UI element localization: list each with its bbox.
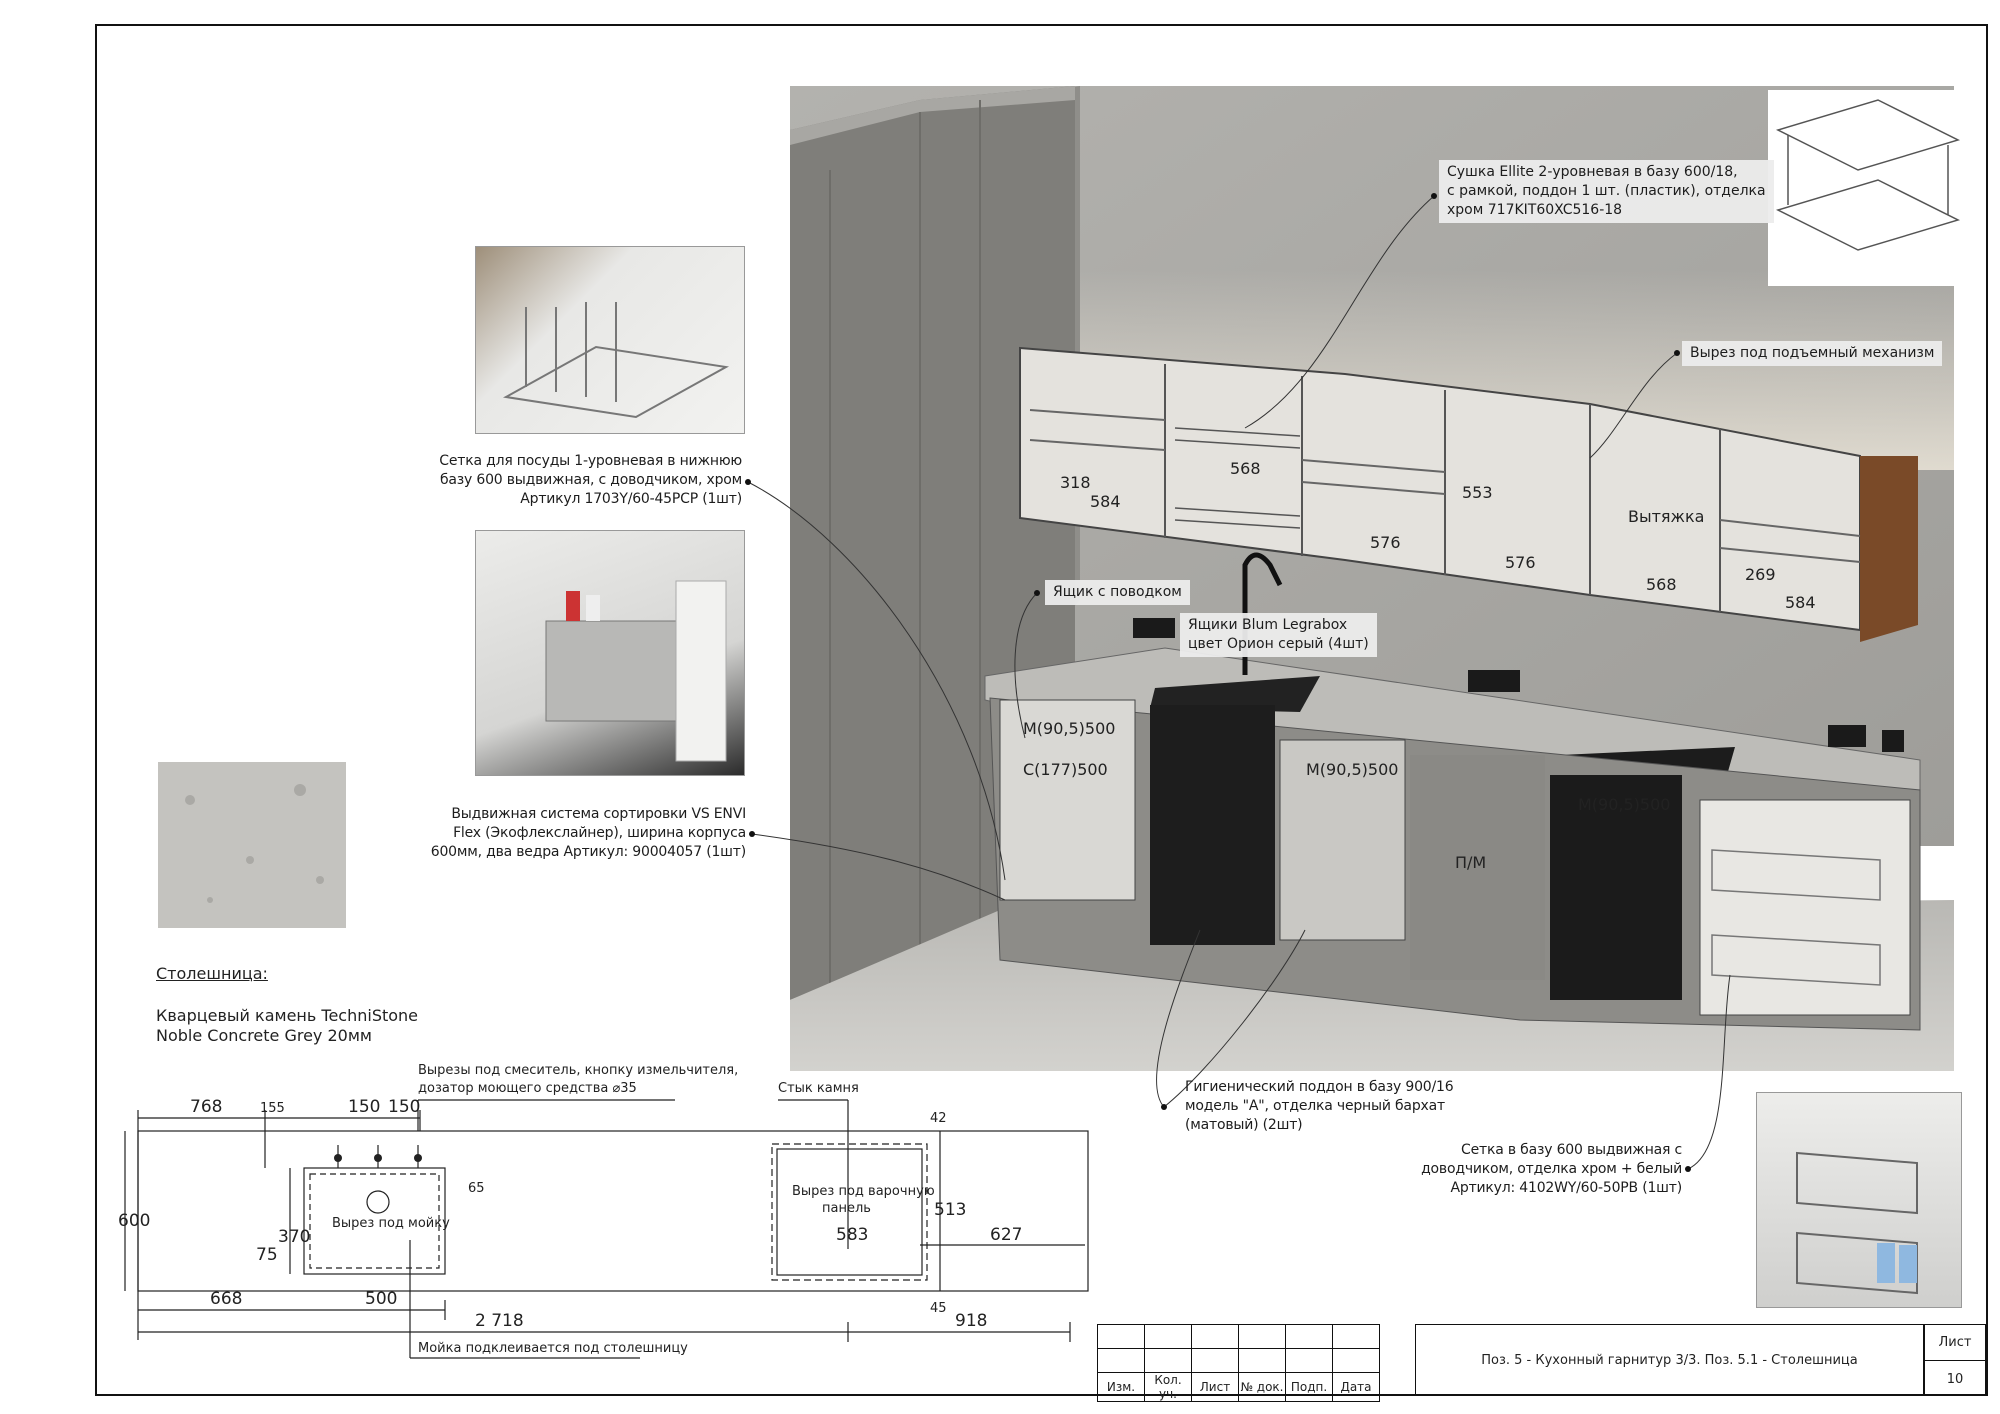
dim-155: 155 <box>260 1101 285 1116</box>
col-header: Подп. <box>1286 1373 1333 1402</box>
dim-370: 370 <box>278 1227 311 1247</box>
dim-668: 668 <box>210 1289 243 1309</box>
note-line: модель "А", отделка черный бархат <box>1185 1098 1445 1114</box>
callout-line: цвет Орион серый (4шт) <box>1188 636 1369 652</box>
dim-768: 768 <box>190 1097 223 1117</box>
note-line: (матовый) (2шт) <box>1185 1117 1303 1133</box>
dim-553: 553 <box>1462 483 1493 502</box>
col-header: Изм. <box>1098 1373 1145 1402</box>
callout-line: хром 717KIT60XC516-18 <box>1447 202 1623 218</box>
dim-318: 318 <box>1060 473 1091 492</box>
dim-150b: 150 <box>388 1097 421 1117</box>
drawing-title: Поз. 5 - Кухонный гарнитур 3/3. Поз. 5.1 - Столешница <box>1415 1324 1924 1396</box>
title-block <box>1097 1324 1986 1401</box>
dim-150a: 150 <box>348 1097 381 1117</box>
material-line: Кварцевый камень TechniStone <box>156 1006 419 1025</box>
revision-table <box>1097 1324 1380 1402</box>
drawer-label-m3: М(90,5)500 <box>1578 795 1671 814</box>
col-header: Кол. уч. <box>1145 1373 1192 1402</box>
note-line: 600мм, два ведра Артикул: 90004057 (1шт) <box>430 844 746 860</box>
countertop-heading: Столешница: <box>156 964 268 983</box>
drawer-label-pm: П/М <box>1455 853 1487 872</box>
dim-584a: 584 <box>1090 492 1121 511</box>
dim-75: 75 <box>256 1245 278 1265</box>
sheet-label: Лист <box>1925 1325 1985 1361</box>
dim-600: 600 <box>118 1211 151 1231</box>
col-header: Лист <box>1192 1373 1239 1402</box>
sink-cutout-label: Вырез под мойку <box>332 1216 450 1231</box>
dim-918: 918 <box>955 1311 988 1331</box>
dim-576a: 576 <box>1370 533 1401 552</box>
callout-drawer-closer: Ящик с поводком <box>1045 580 1190 605</box>
callout-line: Ящики Blum Legrabox <box>1188 617 1348 633</box>
dim-45: 45 <box>930 1301 947 1316</box>
note-line: базу 600 выдвижная, с доводчиком, хром <box>439 472 742 488</box>
dim-500: 500 <box>365 1289 398 1309</box>
dim-269: 269 <box>1745 565 1776 584</box>
hob-cutout-label-2: панель <box>822 1201 871 1216</box>
dim-2718: 2 718 <box>475 1311 524 1331</box>
drawer-label-m1: М(90,5)500 <box>1023 719 1116 738</box>
note-line: Выдвижная система сортировки VS ENVI <box>451 806 746 822</box>
note-line: доводчиком, отделка хром + белый <box>1421 1161 1682 1177</box>
hood-label: Вытяжка <box>1628 507 1705 526</box>
callout-lift-cutout: Вырез под подъемный механизм <box>1682 341 1942 366</box>
note-line: Flex (Экофлекслайнер), ширина корпуса <box>453 825 746 841</box>
undermount-note: Мойка подклеивается под столешницу <box>418 1341 688 1356</box>
dim-513: 513 <box>934 1200 967 1220</box>
note-line: Гигиенический поддон в базу 900/16 <box>1185 1079 1454 1095</box>
cutout-note-1: Вырезы под смеситель, кнопку измельчителя, <box>418 1063 739 1078</box>
callout-line: с рамкой, поддон 1 шт. (пластик), отделка <box>1447 183 1766 199</box>
drawer-label-c1: С(177)500 <box>1023 760 1108 779</box>
material-line: Noble Concrete Grey 20мм <box>156 1026 372 1045</box>
col-header: Дата <box>1333 1373 1380 1402</box>
drawer-label-m2: М(90,5)500 <box>1306 760 1399 779</box>
callout-line: Сушка Ellite 2-уровневая в базу 600/18, <box>1447 164 1738 180</box>
dim-627: 627 <box>990 1225 1023 1245</box>
hob-cutout-label-1: Вырез под варочную <box>792 1184 935 1199</box>
note-line: Сетка для посуды 1-уровневая в нижнюю <box>439 453 742 469</box>
dim-576b: 576 <box>1505 553 1536 572</box>
cutout-note-2: дозатор моющего средства ⌀35 <box>418 1081 637 1096</box>
note-line: Сетка в базу 600 выдвижная с <box>1461 1142 1682 1158</box>
col-header: № док. <box>1239 1373 1286 1402</box>
dim-584b: 584 <box>1785 593 1816 612</box>
note-line: Артикул 1703Y/60-45PCP (1шт) <box>520 491 742 507</box>
dim-583: 583 <box>836 1225 869 1245</box>
dim-568b: 568 <box>1646 575 1677 594</box>
dim-65: 65 <box>468 1181 485 1196</box>
dim-568a: 568 <box>1230 459 1261 478</box>
dim-42: 42 <box>930 1111 947 1126</box>
sheet-box <box>1924 1324 1986 1396</box>
note-line: Артикул: 4102WY/60-50PB (1шт) <box>1450 1180 1682 1196</box>
joint-note: Стык камня <box>778 1081 859 1096</box>
sheet-number: 10 <box>1946 1371 1964 1387</box>
